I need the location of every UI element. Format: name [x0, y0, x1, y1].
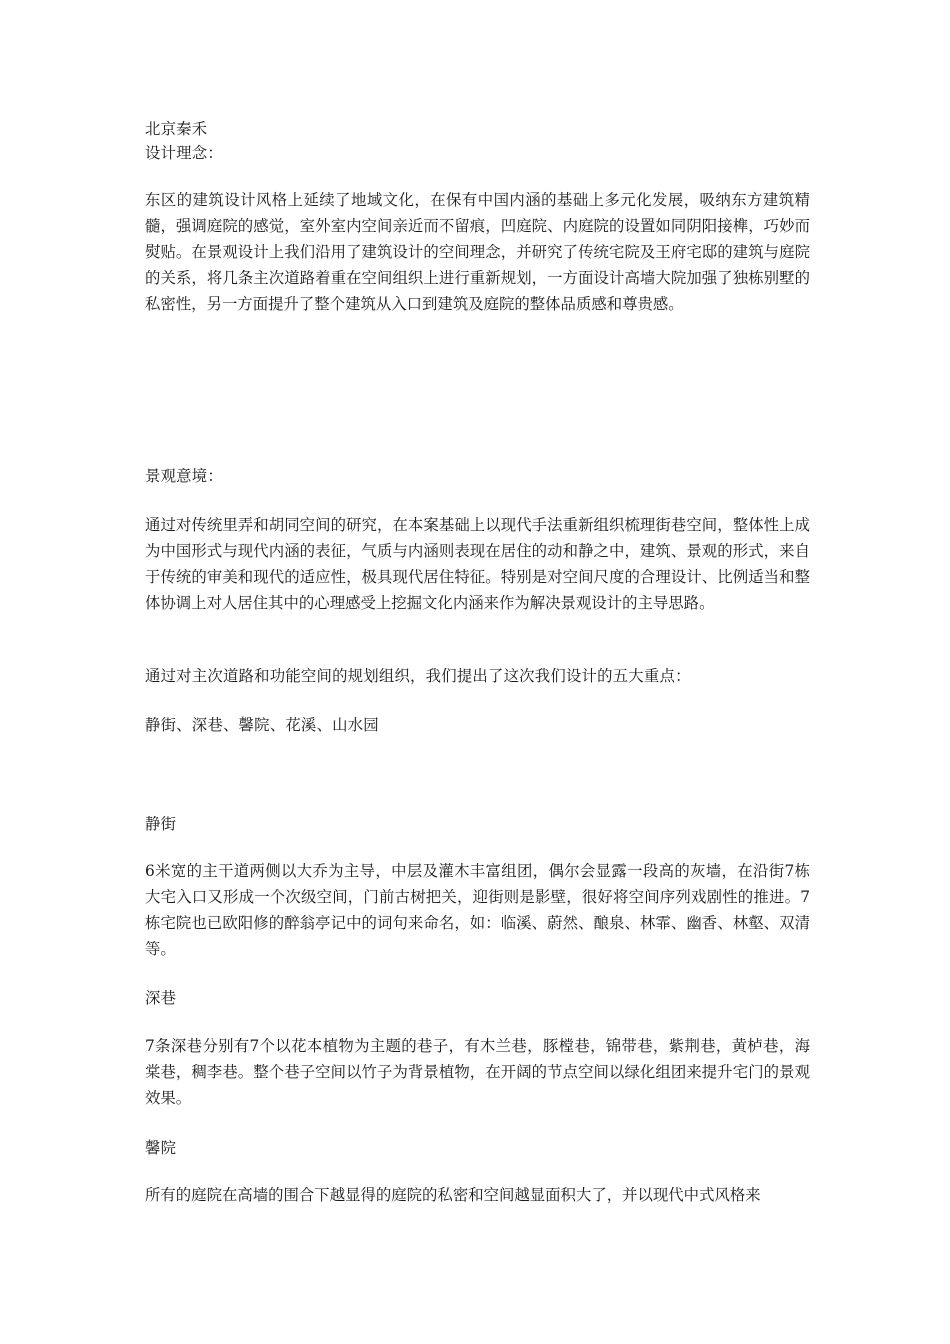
- five-points-list: 静街、深巷、馨院、花溪、山水园: [145, 716, 379, 734]
- company-name: 北京秦禾: [145, 120, 208, 138]
- quiet-street-heading: 静街: [145, 815, 177, 833]
- design-concept-paragraph: 东区的建筑设计风格上延续了地域文化，在保有中国内涵的基础上多元化发展，吸纳东方建筑精髓，强调庭院的感觉，室外室内空间亲近而不留痕，凹庭院、内庭院的设置如同阴阳接榫，巧妙而熨贴。在景观设计上我们沿用了建筑设计的空间理念，并研究了传统宅院及王府宅邸的建筑与庭院的关系，将几条主次道路着重在空间组织上进行重新规划，一方面设计高墙大院加强了独栋别墅的私密性，另一方面提升了整个建筑从入口到建筑及庭院的整体品质感和尊贵感。: [145, 191, 810, 313]
- deep-lane-paragraph: 7条深巷分别有7个以花本植物为主题的巷子，有木兰巷，豚樘巷，锦带巷，紫荆巷，黄栌巷，海棠巷，稠李巷。整个巷子空间以竹子为背景植物，在开阔的节点空间以绿化组团来提升宅门的景观效果。: [145, 1037, 810, 1107]
- fragrant-courtyard-heading: 馨院: [145, 1139, 177, 1157]
- landscape-heading: 景观意境：: [145, 467, 223, 485]
- fragrant-courtyard-paragraph: 所有的庭院在高墙的围合下越显得的庭院的私密和空间越显面积大了，并以现代中式风格来: [145, 1186, 761, 1204]
- document-page: [145, 0, 810, 1344]
- deep-lane-heading: 深巷: [145, 989, 177, 1007]
- landscape-paragraph: 通过对传统里弄和胡同空间的研究，在本案基础上以现代手法重新组织梳理街巷空间，整体性上成为中国形式与现代内涵的表征，气质与内涵则表现在居住的动和静之中，建筑、景观的形式，来自于传统的审美和现代的适应性，极具现代居住特征。特别是对空间尺度的合理设计、比例适当和整体协调上对人居住其中的心理感受上挖掘文化内涵来作为解决景观设计的主导思路。: [145, 516, 810, 612]
- five-points-intro: 通过对主次道路和功能空间的规划组织，我们提出了这次我们设计的五大重点：: [145, 667, 691, 685]
- design-concept-heading: 设计理念：: [145, 144, 223, 162]
- quiet-street-paragraph: 6米宽的主干道两侧以大乔为主导，中层及灌木丰富组团，偶尔会显露一段高的灰墙，在沿街7栋大宅入口又形成一个次级空间，门前古树把关，迎街则是影壁，很好将空间序列戏剧性的推进。7栋宅院也已欧阳修的醉翁亭记中的词句来命名，如：临溪、蔚然、酿泉、林霏、幽香、林壑、双清等。: [145, 862, 810, 958]
